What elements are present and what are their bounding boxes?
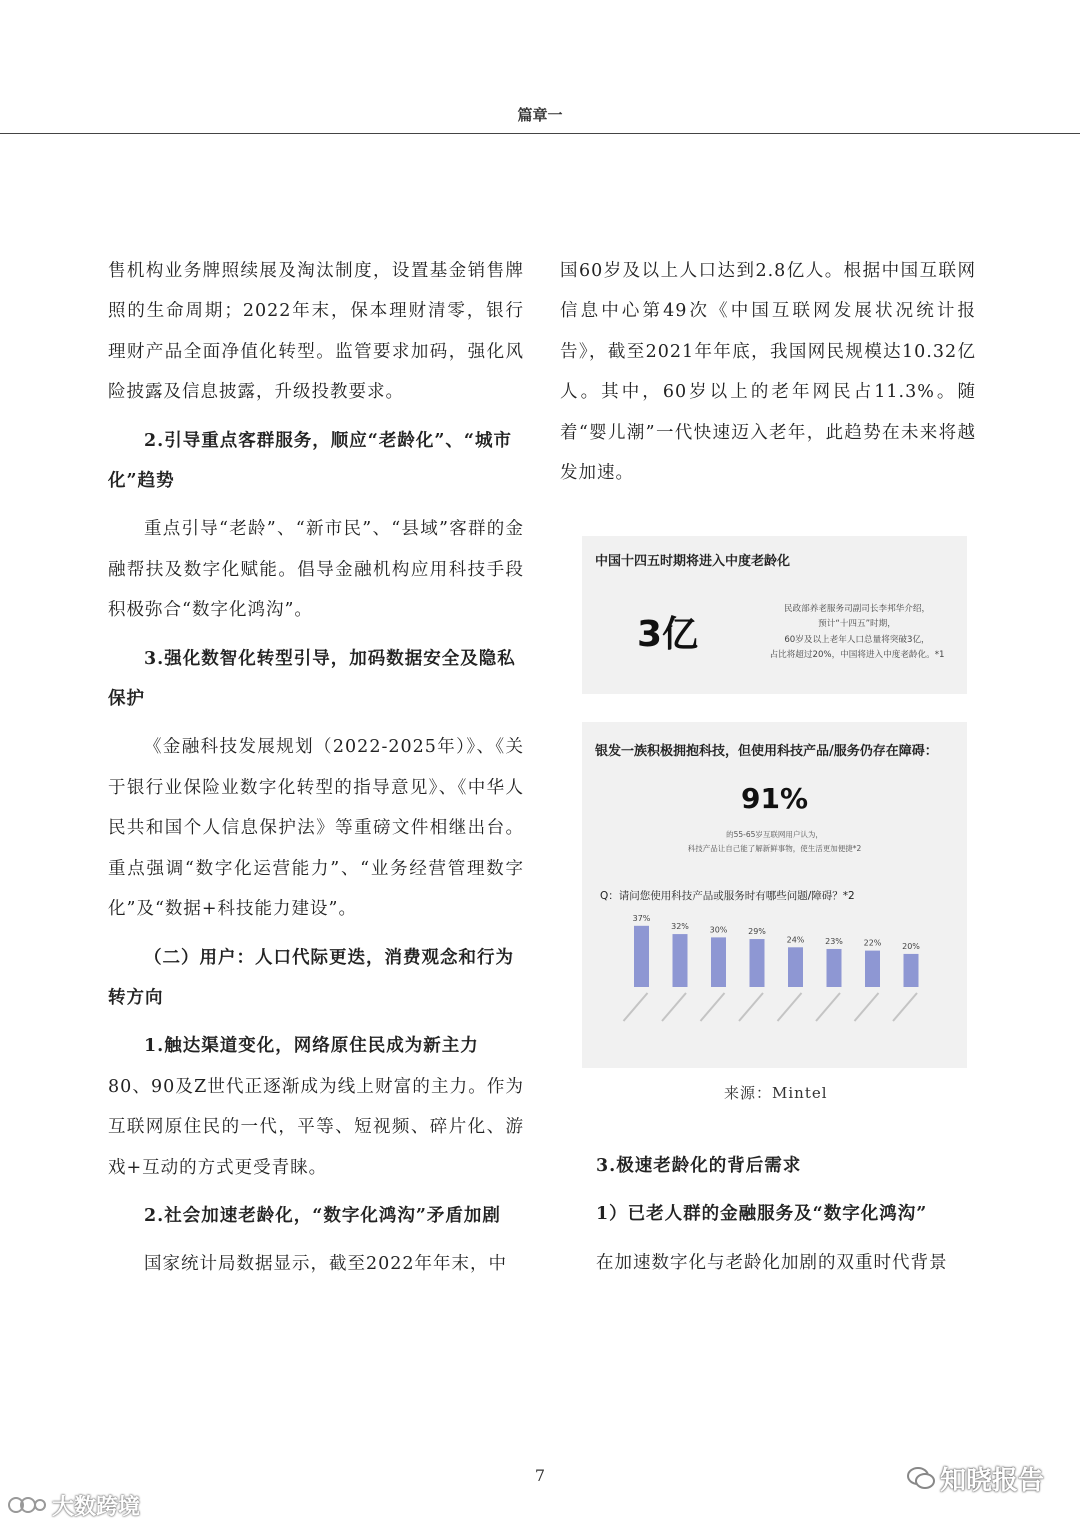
chart-category-label bbox=[662, 993, 686, 1021]
chart-data-label: 30% bbox=[709, 925, 728, 935]
chart-data-label: 20% bbox=[902, 941, 920, 951]
chart-data-label: 24% bbox=[786, 935, 805, 945]
wechat-icon bbox=[906, 1465, 936, 1498]
right-column bbox=[560, 251, 976, 501]
source-text: 来源：Mintel bbox=[724, 1084, 828, 1102]
card-note bbox=[752, 602, 962, 664]
chart-data-label: 37% bbox=[632, 913, 651, 923]
paragraph: 《金融科技发展规划（2022-2025年）》、《关于银行业保险业数字化转型的指导意见》、《中华人民共和国个人信息保护法》等重磅文件相继出台。重点强调“数字化运营能力”、“业务经营管理数字化”及“数据+科技能力建设”。 bbox=[108, 737, 524, 920]
card-note bbox=[582, 828, 967, 856]
chart-bar bbox=[865, 951, 880, 987]
chart-category-label bbox=[778, 993, 802, 1021]
left-column bbox=[108, 251, 524, 1293]
chart-bar bbox=[711, 937, 726, 987]
page-number: 7 bbox=[534, 1466, 546, 1485]
right-column-lower bbox=[596, 1146, 976, 1291]
section-heading: 2.引导重点客群服务，顺应“老龄化”、“城市化”趋势 bbox=[108, 430, 512, 492]
paragraph: 国家统计局数据显示，截至2022年年末，中 bbox=[144, 1254, 508, 1275]
paragraph: 售机构业务牌照续展及淘汰制度，设置基金销售牌照的生命周期；2022年末，保本理财清零，银行理财产品全面净值化转型。监管要求加码，强化风险披露及信息披露，升级投教要求。 bbox=[108, 261, 524, 403]
chart-category-label bbox=[701, 993, 725, 1021]
chart-category-label bbox=[855, 993, 879, 1021]
card-big-number: 3亿 bbox=[637, 614, 699, 655]
brand-logo-icon bbox=[8, 1494, 48, 1522]
infographic-card-aging bbox=[582, 536, 967, 694]
chart-data-label: 32% bbox=[671, 922, 689, 932]
chart-data-label: 23% bbox=[825, 936, 843, 946]
card-big-number: 91% bbox=[740, 782, 809, 815]
bar-chart bbox=[582, 912, 967, 1062]
paragraph: 在加速数字化与老龄化加剧的双重时代背景 bbox=[596, 1252, 948, 1273]
paragraph: 重点引导“老龄”、“新市民”、“县域”客群的金融帮扶及数字化赋能。倡导金融机构应用科技手段积极弥合“数字化鸿沟”。 bbox=[108, 519, 524, 621]
card-note-line: 60岁及以上老年人口总量将突破3亿， bbox=[784, 634, 930, 645]
chart-bar bbox=[750, 939, 765, 987]
chart-category-label bbox=[893, 993, 917, 1021]
infographic-card-tech bbox=[582, 722, 967, 1068]
card-note-line: 民政部养老服务司副司长李邦华介绍， bbox=[783, 604, 931, 614]
section-heading: 1）已老人群的金融服务及“数字化鸿沟” bbox=[596, 1204, 928, 1225]
card-title: 银发一族积极拥抱科技，但使用科技产品/服务仍存在障碍： bbox=[595, 744, 938, 759]
watermark-text: 知晓报告 bbox=[940, 1466, 1045, 1496]
section-heading: （二）用户：人口代际更迭，消费观念和行为转方向 bbox=[108, 947, 514, 1008]
watermark-right bbox=[906, 1460, 1044, 1498]
card-note-line: 的55-65岁互联网用户认为， bbox=[726, 830, 823, 839]
card-title: 中国十四五时期将进入中度老龄化 bbox=[595, 554, 791, 569]
chart-bar bbox=[904, 954, 919, 987]
watermark-text: 大数跨境 bbox=[52, 1495, 141, 1520]
watermark-left bbox=[8, 1490, 140, 1522]
section-heading: 1.触达渠道变化，网络原住民成为新主力 bbox=[144, 1036, 479, 1057]
section-heading: 2.社会加速老龄化，“数字化鸿沟”矛盾加剧 bbox=[144, 1205, 501, 1226]
chart-data-label: 29% bbox=[748, 927, 766, 937]
chart-bar bbox=[634, 926, 649, 987]
chart-category-label bbox=[624, 993, 648, 1021]
chart-category-label bbox=[816, 993, 840, 1021]
card-note-line: 占比将超过20%，中国将进入中度老龄化。*1 bbox=[769, 650, 945, 661]
paragraph: 80、90及Z世代正逐渐成为线上财富的主力。作为互联网原住民的一代，平等、短视频、碎片化、游戏+互动的方式更受青睐。 bbox=[108, 1076, 524, 1178]
survey-question: Q：请问您使用科技产品或服务时有哪些问题/障碍？*2 bbox=[600, 890, 855, 902]
paragraph: 国60岁及以上人口达到2.8亿人。根据中国互联网信息中心第49次《中国互联网发展状况统计报告》，截至2021年年底，我国网民规模达10.32亿人。其中，60岁以上的老年网民占11.3%。随着“婴儿潮”一代快速迈入老年，此趋势在未来将越发加速。 bbox=[560, 261, 976, 484]
chart-bar bbox=[673, 934, 688, 987]
card-note-line: 科技产品让自己能了解新鲜事物，使生活更加便捷*2 bbox=[687, 844, 862, 853]
chart-category-label bbox=[739, 993, 763, 1021]
page-header-title: 篇章一 bbox=[517, 106, 563, 124]
section-heading: 3.强化数智化转型引导，加码数据安全及隐私保护 bbox=[108, 648, 516, 710]
chart-bar bbox=[827, 949, 842, 987]
header-divider bbox=[0, 133, 1080, 134]
section-heading: 3.极速老龄化的背后需求 bbox=[596, 1156, 802, 1176]
card-note-line: 预计“十四五”时期， bbox=[818, 619, 896, 630]
chart-bar bbox=[788, 947, 803, 987]
chart-data-label: 22% bbox=[863, 938, 882, 948]
